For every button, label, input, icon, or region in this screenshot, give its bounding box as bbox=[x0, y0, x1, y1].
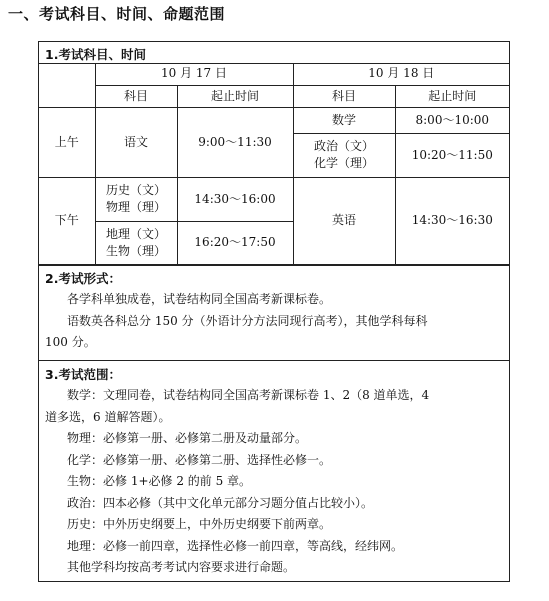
day1-am-subject: 语文 bbox=[95, 107, 177, 177]
schedule-table bbox=[39, 63, 509, 265]
scope-physics: 物理：必修第一册、必修第二册及动量部分。 bbox=[67, 431, 308, 445]
divider bbox=[39, 63, 509, 64]
divider bbox=[39, 360, 509, 361]
scope-geography: 地理：必修一前四章，选择性必修一前四章，等高线，经纬网。 bbox=[67, 538, 404, 553]
section3-title: 3.考试范围： bbox=[45, 367, 121, 382]
day1-pm1-subject bbox=[95, 177, 177, 221]
scope-math-cont: 道多选，6 道解答题）。 bbox=[45, 409, 171, 424]
table-row bbox=[39, 107, 509, 133]
day1-subject-header: 科目 bbox=[95, 85, 177, 107]
day2-header: 10 月 18 日 bbox=[293, 63, 509, 85]
day1-pm1-subject-b: 物理（理） bbox=[105, 200, 166, 214]
morning-label: 上午 bbox=[39, 107, 95, 177]
day1-pm1-time: 14:30～16:00 bbox=[177, 177, 293, 221]
table-row bbox=[39, 85, 509, 107]
day2-am2-subject-a: 政治（文） bbox=[314, 139, 375, 153]
day1-pm2-time: 16:20～17:50 bbox=[177, 221, 293, 264]
table-row bbox=[39, 177, 509, 221]
divider bbox=[39, 265, 509, 266]
section2-line: 100 分。 bbox=[45, 335, 96, 349]
table-corner-cell bbox=[39, 63, 95, 107]
section2-body bbox=[45, 289, 501, 354]
scope-biology: 生物：必修 1+必修 2 的前 5 章。 bbox=[67, 474, 252, 488]
afternoon-label: 下午 bbox=[39, 177, 95, 264]
section2-title: 2.考试形式： bbox=[45, 271, 121, 286]
day1-header: 10 月 17 日 bbox=[95, 63, 293, 85]
scope-chemistry: 化学：必修第一册、必修第二册、选择性必修一。 bbox=[67, 452, 332, 467]
day1-pm1-subject-a: 历史（文） bbox=[105, 183, 166, 197]
section1-title: 1.考试科目、时间 bbox=[45, 47, 146, 62]
page-heading: 一、考试科目、时间、命题范围 bbox=[8, 5, 226, 23]
day2-am1-subject: 数学 bbox=[293, 107, 395, 133]
section2-line: 语数英各科总分 150 分（外语计分方法同现行高考），其他学科每科 bbox=[67, 313, 428, 328]
section2-line: 各学科单独成卷，试卷结构同全国高考新课标卷。 bbox=[67, 292, 332, 306]
day1-am-time: 9:00～11:30 bbox=[177, 107, 293, 177]
day2-time-header: 起止时间 bbox=[395, 85, 509, 107]
day2-subject-header: 科目 bbox=[293, 85, 395, 107]
day2-am2-subject bbox=[293, 133, 395, 177]
scope-history: 历史：中外历史纲要上，中外历史纲要下前两章。 bbox=[67, 517, 332, 531]
scope-math: 数学：文理同卷，试卷结构同全国高考新课标卷 1、2（8 道单选，4 bbox=[67, 388, 430, 402]
day1-time-header: 起止时间 bbox=[177, 85, 293, 107]
section3-body bbox=[45, 385, 501, 579]
day2-pm-subject: 英语 bbox=[293, 177, 395, 264]
day1-pm2-subject-b: 生物（理） bbox=[105, 243, 166, 258]
day1-pm2-subject-a: 地理（文） bbox=[105, 226, 166, 241]
scope-others: 其他学科均按高考考试内容要求进行命题。 bbox=[67, 560, 296, 574]
day2-am2-time: 10:20～11:50 bbox=[395, 133, 509, 177]
exam-info-box bbox=[38, 41, 510, 582]
table-row bbox=[39, 63, 509, 85]
day2-pm-time: 14:30～16:30 bbox=[395, 177, 509, 264]
day2-am2-subject-b: 化学（理） bbox=[314, 156, 375, 170]
day1-pm2-subject bbox=[95, 221, 177, 264]
day2-am1-time: 8:00～10:00 bbox=[395, 107, 509, 133]
scope-politics: 政治：四本必修（其中文化单元部分习题分值占比较小）。 bbox=[67, 495, 374, 510]
